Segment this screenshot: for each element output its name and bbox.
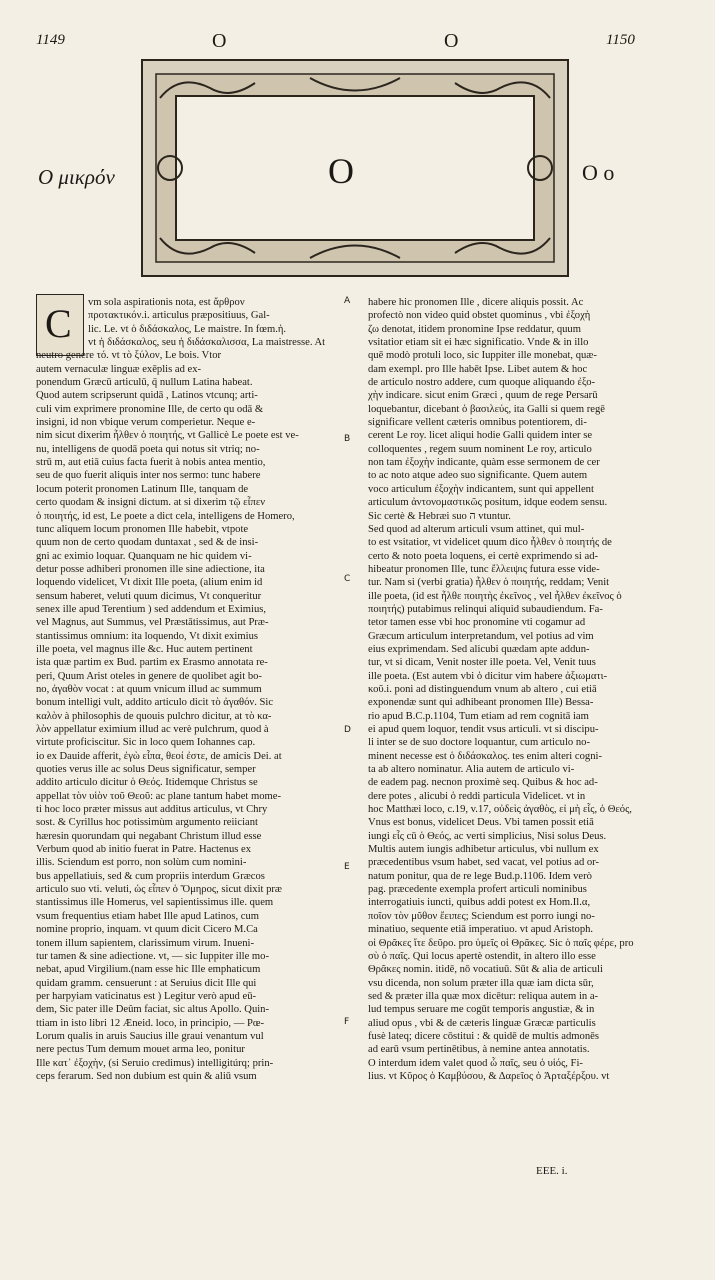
text-line: aliud opus , vbi & de cæteris linguæ Græcæ particulis: [368, 1017, 596, 1029]
text-line: ille poeta. (Est autem vbi ὁ dicitur vim habere ἀξιωματι-: [368, 670, 608, 682]
text-line: ti hoc loco præter missus aut additus articulus, vt Chry: [36, 804, 268, 816]
text-line: articulo suo vti. veluti, ὡς εἶπεν ὁ Ὅμηρος, sicut dixit præ: [36, 884, 282, 896]
text-line: σὺ ὁ παῖς. Qui locus apertè ostendit, in altero illo esse: [368, 950, 596, 962]
text-line: ponendum Græcū articulū, q̄ nullum Latina habeat.: [36, 377, 253, 389]
text-line: quē modò protuli loco, sic Iuppiter ille monebat, quæ-: [368, 350, 597, 362]
margin-letter-b: B: [344, 434, 351, 444]
text-line: quidam gramm. censuerunt : at Seruius dicit Ille qui: [36, 977, 257, 989]
margin-letter-c: C: [344, 574, 351, 584]
text-line: sost. & Cyrillus hoc potissimùm argumento reiiciant: [36, 817, 258, 829]
text-line: quum non de certo quodam duntaxat , sed & de insi-: [36, 537, 259, 549]
text-line: Sic certè & Hebræi suo ה vtuntur.: [368, 510, 511, 522]
text-line: nu, intelligens de quodā poeta qui notus sit vtriq; no-: [36, 443, 260, 455]
text-line: Quod autem scripserunt quidā , Latinos vtcunq; arti-: [36, 390, 258, 402]
text-line: hoc Matthæi loco, c.19, v.17, οὐδεὶς ἀγαθὸς, εἰ μὴ εἷς, ὁ Θεός,: [368, 804, 632, 816]
text-line: significare vellent cæteris omnibus potentiorem, di-: [368, 417, 587, 429]
text-line: bonum intelligi vult, addito articulo dicit τὸ ἀγαθόν. Sic: [36, 697, 274, 709]
text-line: οἱ Θρᾶκες ἴτε δεῦρο. pro ὑμεῖς οἱ Θρᾶκες. Sic ὁ παῖς φέρε, pro: [368, 937, 634, 949]
text-line: ποιητής) putabimus relinqui aliquid subaudiendum. Fa-: [368, 603, 603, 615]
page-number-left: 1149: [36, 32, 65, 48]
text-line: Græcum articulum interpretandum, vel potius ad vim: [368, 630, 594, 642]
text-line: dere potes , alicubi ὁ reddi particula Videlicet. vt in: [368, 790, 586, 802]
margin-letter-a: A: [344, 296, 351, 306]
text-line: dam exempl. pro Ille habēt Ipse. Libet autem & hoc: [368, 363, 588, 375]
letter-forms: O o: [582, 160, 615, 185]
text-line: ποῖον τὸν μῦθον ἔειπες; Sciendum est porro iungi no-: [368, 910, 595, 922]
text-line: locum poterit pronomen Latinum Ille, tanquam de: [36, 483, 249, 495]
text-line: tur. Nam si (verbi gratia) ἦλθεν ὁ ποιητής, reddam; Venit: [368, 577, 610, 589]
text-line: no, ἀγαθὸν vocat : at quum vnicum illud ac summum: [36, 683, 262, 695]
text-line: tonem illum sapientem, clarissimum virum. Inueni-: [36, 937, 255, 949]
text-line: ei apud quem loquor, tendit vsus articuli. vt si discipu-: [368, 724, 599, 735]
text-line: illis. Sciendum est porro, non solùm cum nomini-: [36, 857, 247, 869]
text-line: sed & præter illa quæ mox dicētur: reliqua autem in a-: [368, 990, 599, 1002]
initial-letter: C: [45, 301, 72, 346]
text-line: non tam ἐξοχὴν indicante, quàm esse sermonem de cer: [368, 457, 600, 469]
text-line: rio apud B.C.p.1104, Tum etiam ad rem cognitā iam: [368, 710, 589, 722]
text-line: bus appellatiuis, sed & cum propriis interdum Græcos: [36, 870, 265, 882]
header-letter-right: O: [444, 30, 460, 52]
greek-letter-name: Ο μικρόν: [38, 165, 115, 189]
text-line: Verbum quod ab initio fuerat in Patre. Hactenus ex: [36, 844, 252, 856]
text-line: interrogatiuis iuncti, quibus addi potest ex Hom.Il.α,: [368, 897, 591, 909]
text-line: Sed quod ad alterum articuli vsum attinet, qui mul-: [368, 523, 585, 535]
text-line: dem, Sic pater ille Deûm faciat, sic altus Apollo. Quin-: [36, 1004, 270, 1016]
text-line: appellat τὸν υἱὸν τοῦ Θεοῦ: ac plane tantum habet mome-: [36, 790, 281, 802]
text-line: nomine proprio, inquam. vt quum dicit Cicero M.Ca: [36, 924, 258, 936]
text-line: nere pectus Tum demum mouet arma leo, ponitur: [36, 1044, 245, 1056]
text-line: gni ac eximio loquar. Quanquam ne hic quidem vi-: [36, 550, 252, 562]
text-line: ὁ ποιητής, id est, Le poete a dict cela, intelligens de Homero,: [36, 510, 295, 522]
text-line: neutro genere τό. vt τὸ ξύλον, Le bois. Vtor: [36, 350, 222, 362]
text-line: detur posse adhiberi pronomen ille sine adiectione, ita: [36, 563, 265, 575]
text-line: seu de quo fuerit aliquis inter nos sermo: tunc habere: [36, 470, 261, 482]
text-line: lius. vt Κῦρος ὁ Καμβύσου, & Δαρεῖος ὁ Ἀρταξέρξου. vt: [368, 1070, 610, 1082]
text-line: iungi εἷς cū ὁ Θεός, ac verti simplicius, Nisi solus Deus.: [368, 830, 607, 842]
text-line: strū m, aut etiā cuius facta fuerit à nobis antea mentio,: [36, 457, 266, 469]
text-line: minatiuo, sequente etiā imperatiuo. vt apud Aristoph.: [368, 924, 594, 936]
text-line: λὸν appellatur eximium illud ac verè pulchrum, quod à: [36, 724, 269, 735]
text-line: nebat, apud Virgilium.(nam esse hic Ille emphaticum: [36, 964, 261, 976]
text-line: καλὸν à philosophis de quouis pulchro dicitur, at τὸ κα-: [36, 710, 272, 722]
text-line: ille poeta, vel magnus ille &c. Huc autem pertinent: [36, 643, 253, 655]
text-line: tur tamen & sine adiectione. vt, — sic Iuppiter ille mo-: [36, 950, 270, 962]
left-column: [36, 296, 336, 1083]
signature-mark: EEE. i.: [536, 1165, 568, 1177]
text-line: pag. præcedente exempla profert articuli nominibus: [368, 884, 587, 896]
text-line: vm sola aspirationis nota, est ἄρθρον: [88, 297, 245, 308]
text-line: eius exprimendam. Sed alicubi quædam apte addun-: [368, 643, 590, 655]
text-line: exponendæ sunt qui adhibeant pronomen Ille) Bessa-: [368, 697, 594, 709]
text-line: articulum ἀντονομαστικῶς positum, idque eodem sensu.: [368, 497, 608, 509]
text-line: autem vernaculæ linguæ exēplis ad ex-: [36, 363, 202, 375]
frame-center-letter: O: [322, 150, 360, 192]
text-line: cerent Le roy. licet aliqui hodie Galli quidem inter se: [368, 430, 593, 442]
text-line: sensum haberet, veluti quum dicimus, Vt conqueritur: [36, 590, 262, 602]
text-line: lic. Le. vt ὁ διδάσκαλος, Le maistre. In fœm.ἡ.: [88, 323, 287, 335]
text-line: vel Magnus, aut Summus, vel Præstātissimus, aut Præ-: [36, 617, 269, 629]
text-line: hæresin quorundam qui negabant Christum illud esse: [36, 830, 262, 842]
text-line: ista quæ partim ex Bud. partim ex Erasmo annotata re-: [36, 657, 268, 669]
text-line: ille poeta, (id est ἦλθε ποιητὴς ἐκεῖνος , vel ἦλθεν ἐκεῖνος ὁ: [368, 590, 622, 602]
text-line: io ex Dauide afferit, ἐγὼ εἶπα, θεοί ἐστε, de amicis Dei. at: [36, 750, 282, 762]
text-line: vsu dicenda, non solum præter illa quæ iam dicta sūr,: [368, 977, 594, 989]
text-line: κοῦ.i. poni ad distinguendum vnum ab altero , cui etiā: [368, 683, 597, 695]
text-line: insigni, id non vbique verum comperietur. Neque e-: [36, 417, 256, 429]
text-line: Lorum qualis in aruis Saucius ille graui venantum vul: [36, 1030, 264, 1042]
text-line: Θρᾶκες nomin. itidē, nō vocatiuū. Sūt & alia de articuli: [368, 964, 603, 976]
text-line: per harpyiam vaticinatus est ) Legitur verò apud eū-: [36, 990, 257, 1002]
text-line: O interdum idem valet quod ὦ παῖς, seu ὁ υἱός, Fi-: [368, 1057, 583, 1069]
text-line: ad earū vsum pertinētibus, à nemine antea annotatis.: [368, 1044, 590, 1056]
text-line: vt ἡ διδάσκαλος, seu ἡ διδάσκαλισσα, La maistresse. At: [88, 337, 326, 349]
text-line: senex ille apud Terentium ) sed addendum et Eximius,: [36, 603, 267, 615]
text-line: fusè lateq; dicere cōstitui : & quidē de multis admonēs: [368, 1030, 599, 1042]
header-letter-left: O: [212, 30, 228, 52]
text-line: to ac noto atque adeo suo significante. Quem autem: [368, 470, 588, 482]
text-line: stantissimus ille Homerus, vel sapientissimus ille. quem: [36, 897, 274, 909]
text-line: præcedentibus vsum habet, sed vacat, vel potius ad or-: [368, 857, 600, 869]
page-number-right: 1150: [606, 32, 635, 48]
text-line: προτακτικόν.i. articulus præpositiuus, Gal-: [88, 310, 270, 322]
text-line: lud tempus seruare me cogūt temporis angustiæ, & in: [368, 1004, 595, 1016]
text-line: minent necesse est ὁ διδάσκαλος. tes enim alteri cogni-: [368, 750, 602, 762]
text-line: Multis autem iungis adhibetur articulus, vbi nullum ex: [368, 844, 599, 856]
text-line: ceps ferarum. Sed non dubium est quin & aliū vsum: [36, 1070, 257, 1082]
text-line: ta ab altero nominatur. Alia autem de articulo vi-: [368, 764, 575, 776]
text-line: profectò non video quid obstet quominus , vbi ἐξοχὴ: [368, 310, 591, 322]
text-line: tetor tamen esse vbi hoc pronomine vti cogamur ad: [368, 617, 586, 629]
text-line: Ille κατ᾽ ἐξοχὴν, (si Seruio credimus) intelligitúrq; prin-: [36, 1057, 274, 1069]
text-line: loquendo videlicet, Vt dixit Ille poeta, (alium enim id: [36, 577, 263, 589]
text-line: vsitatior etiam sit ei hæc significatio. Vnde & in illo: [368, 337, 589, 349]
text-line: colloquentes , regem suum nominent Le roy, articulo: [368, 443, 592, 455]
text-line: to est vsitatior, vt videlicet quum dico ἦλθεν ὁ ποιητής de: [368, 537, 612, 549]
text-line: certo & noto poeta loquens, ei certè exprimendo si ad-: [368, 550, 599, 562]
text-line: ttiam in isto libri 12 Æneid. loco, in principio, — Pœ-: [36, 1017, 265, 1029]
text-line: culi vim exprimere pronomine Ille, de certo qu odā &: [36, 403, 264, 415]
text-line: certo quodam & insigni dictum. at si dixerim τῷ εἶπεν: [36, 497, 266, 509]
text-line: li inter se de suo doctore loquantur, cum articulo no-: [368, 737, 590, 749]
text-line: hibeatur pronomen Ille, tunc ἔλλειψις futura esse vide-: [368, 563, 600, 575]
text-line: tur, vt si dicam, Venit noster ille poeta. Vel, Venit tuus: [368, 657, 596, 669]
text-line: stantissimus omnium: ita loquendo, Vt dixit eximius: [36, 630, 258, 642]
margin-letter-e: E: [344, 862, 350, 872]
text-line: ζω denotat, itidem pronomine Ipse reddatur, quum: [368, 323, 581, 335]
text-line: quoties verus ille ac solus Deus significatur, semper: [36, 764, 256, 776]
text-line: habere hic pronomen Ille , dicere aliquis possit. Ac: [368, 297, 584, 308]
text-line: de articulo nostro addere, cum quoque aliquando ἐξο-: [368, 377, 596, 389]
text-line: loquebantur, dicebant ὁ βασιλεύς, ita Galli si quem regē: [368, 403, 605, 415]
text-line: voco articulum ἐξοχὴν indicantem, sunt qui appellent: [368, 483, 594, 495]
text-line: Vnus est bonus, videlicet Deus. Vbi tamen possit etiā: [368, 817, 594, 829]
right-column: [368, 296, 668, 1083]
text-line: virtute proficiscitur. Sic in loco quem Iohannes cap.: [36, 737, 256, 749]
margin-letter-f: F: [344, 1017, 350, 1027]
text-line: addito articulo dicitur ὁ Θεός. Itidemque Christus se: [36, 777, 258, 789]
text-line: vsum frequentius etiam habet Ille apud Latinos, cum: [36, 910, 259, 922]
text-line: χὴν indicare. sicut enim Græci , quum de rege Persarū: [368, 390, 598, 402]
text-line: natum ponitur, qua de re lege Bud.p.1106. Idem verò: [368, 870, 592, 882]
text-line: peri, Quum Arist oteles in genere de quolibet agit bo-: [36, 670, 262, 682]
text-line: de eadem pag. necnon proximè seq. Quibus & hoc ad-: [368, 777, 598, 789]
text-line: tunc aliquem locum pronomen Ille habebit, vtpote: [36, 523, 249, 535]
margin-letter-d: D: [344, 725, 351, 735]
text-line: nim sicut dixerim ἦλθεν ὁ ποιητής, vt Gallicè Le poete est ve-: [36, 430, 299, 442]
